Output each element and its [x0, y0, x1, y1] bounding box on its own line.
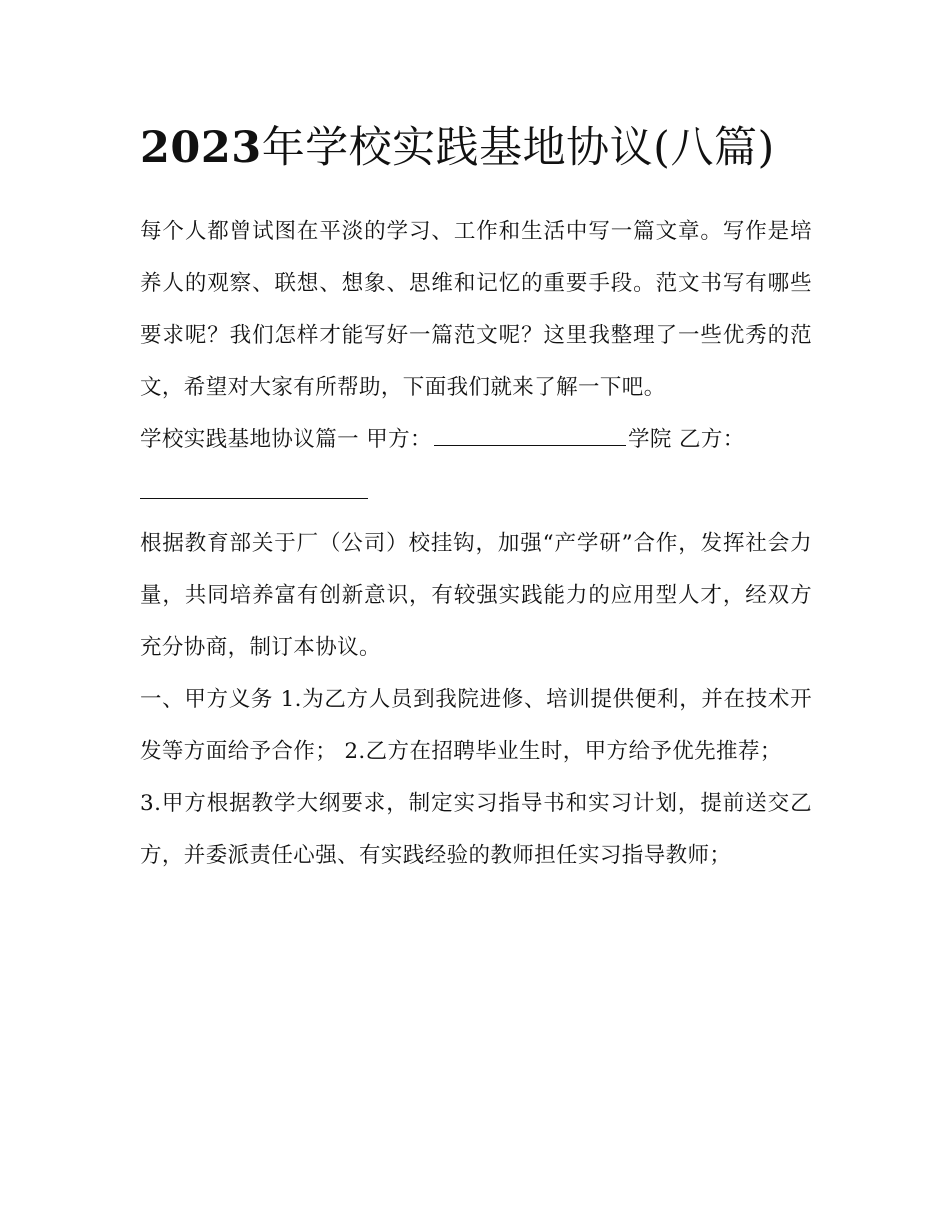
- duty-a-paragraph: 一、甲方义务 1.为乙方人员到我院进修、培训提供便利，并在技术开发等方面给予合作； 2.乙方在招聘毕业生时，甲方给予优先推荐；: [140, 687, 812, 764]
- party-line: [140, 414, 812, 466]
- party-a-label: 学校实践基地协议篇一 甲方：: [140, 427, 432, 452]
- party-b-label: 学院 乙方：: [627, 427, 745, 452]
- party-a-blank: [434, 423, 626, 446]
- duty-a-item3-paragraph: 3.甲方根据教学大纲要求，制定实习指导书和实习计划，提前送交乙方，并委派责任心强、有实践经验的教师担任实习指导教师；: [140, 791, 812, 868]
- document-title: [140, 112, 812, 184]
- document-page: [140, 112, 812, 882]
- title-text: 年学校实践基地协议(八篇): [261, 123, 775, 173]
- title-year: 2023: [140, 123, 262, 173]
- party-b-blank-line: [140, 466, 812, 518]
- basis-paragraph: 根据教育部关于厂（公司）校挂钩，加强“产学研”合作，发挥社会力量，共同培养富有创新意识，有较强实践能力的应用型人才，经双方充分协商，制订本协议。: [140, 531, 812, 660]
- party-b-blank: [140, 476, 368, 499]
- intro-paragraph: 每个人都曾试图在平淡的学习、工作和生活中写一篇文章。写作是培养人的观察、联想、想象、思维和记忆的重要手段。范文书写有哪些要求呢？我们怎样才能写好一篇范文呢？这里我整理了一些优秀的范文，希望对大家有所帮助，下面我们就来了解一下吧。: [140, 219, 812, 400]
